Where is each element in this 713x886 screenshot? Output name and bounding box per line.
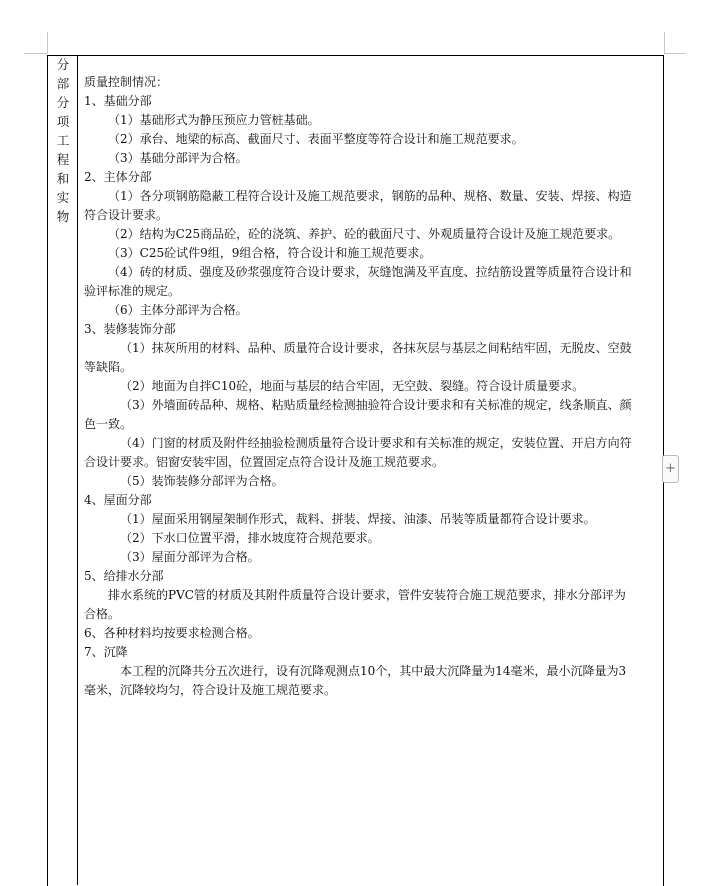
content-line: 4、屋面分部: [84, 493, 152, 507]
content-line: 5、给排水分部: [84, 569, 164, 583]
column-divider: [77, 55, 78, 885]
content-line: 色一致。: [84, 417, 133, 431]
row-label-char: 物: [56, 209, 70, 224]
content-line: 合格。: [84, 607, 121, 621]
content-line: （3）基础分部评为合格。: [108, 151, 248, 165]
content-line: 3、装修装饰分部: [84, 322, 176, 336]
content-line: 排水系统的PVC管的材质及其附件质量符合设计要求，管件安装符合施工规范要求，排水分部评为: [108, 588, 626, 602]
row-label-char: 程: [56, 152, 70, 167]
crop-mark: [47, 32, 48, 54]
row-label-char: 工: [56, 133, 70, 148]
content-line: （2）承台、地梁的标高、截面尺寸、表面平整度等符合设计和施工规范要求。: [108, 132, 524, 146]
content-line: （2）下水口位置平滑，排水坡度符合规范要求。: [120, 531, 380, 545]
content-line: 2、主体分部: [84, 170, 152, 184]
content-line: （5）装饰装修分部评为合格。: [120, 474, 284, 488]
content-line: （3）屋面分部评为合格。: [120, 550, 260, 564]
crop-mark: [664, 32, 665, 54]
content-line: （3）外墙面砖品种、规格、粘贴质量经检测抽验符合设计要求和有关标准的规定，线条顺直、颜: [120, 398, 632, 412]
row-label-char: 分: [56, 57, 70, 72]
row-label-char: 实: [56, 190, 70, 205]
crop-mark: [664, 53, 686, 54]
content-line: 6、各种材料均按要求检测合格。: [84, 626, 260, 640]
content-line: （1）抹灰所用的材料、品种、质量符合设计要求，各抹灰层与基层之间粘结牢固，无脱皮、空鼓: [120, 341, 632, 355]
content-line: 符合设计要求。: [84, 208, 169, 222]
content-line: 毫米，沉降较均匀，符合设计及施工规范要求。: [84, 683, 337, 697]
content-line: 验评标准的规定。: [84, 284, 181, 298]
content-line: （4）砖的材质、强度及砂浆强度符合设计要求，灰缝饱满及平直度、拉结筋设置等质量符合设计和: [108, 265, 632, 279]
row-label: [54, 55, 72, 226]
content-line: （2）结构为C25商品砼，砼的浇筑、养护、砼的截面尺寸、外观质量符合设计及施工规范要求。: [108, 227, 621, 241]
content-line: （1）屋面采用钢屋架制作形式，裁料、拼装、焊接、油漆、吊装等质量都符合设计要求。: [120, 512, 596, 526]
content-line: 合设计要求。铝窗安装牢固，位置固定点符合设计及施工规范要求。: [84, 455, 445, 469]
content-line: （2）地面为自拌C10砼，地面与基层的结合牢固，无空鼓、裂缝。符合设计质量要求。: [120, 379, 585, 393]
row-label-char: 部: [56, 76, 70, 91]
content-line: 本工程的沉降共分五次进行，设有沉降观测点10个，其中最大沉降量为14毫米，最小沉降量为3: [120, 664, 627, 678]
content-line: 7、沉降: [84, 645, 128, 659]
content-line: （3）C25砼试件9组，9组合格，符合设计和施工规范要求。: [108, 246, 432, 260]
row-label-char: 和: [56, 171, 70, 186]
content-line: （6）主体分部评为合格。: [108, 303, 248, 317]
add-icon[interactable]: +: [662, 455, 679, 483]
crop-mark: [24, 53, 48, 54]
content-line: （1）基础形式为静压预应力管桩基础。: [108, 113, 320, 127]
row-label-char: 分: [56, 95, 70, 110]
content-line: 1、基础分部: [84, 94, 152, 108]
content-line: （1）各分项钢筋隐蔽工程符合设计及施工规范要求，钢筋的品种、规格、数量、安装、焊接、构造: [108, 189, 632, 203]
row-label-char: 项: [56, 114, 70, 129]
content-line: （4）门窗的材质及附件经抽验检测质量符合设计要求和有关标准的规定，安装位置、开启方向符: [120, 436, 632, 450]
content-heading: 质量控制情况：: [84, 75, 169, 89]
content-line: 等缺陷。: [84, 360, 133, 374]
quality-control-text[interactable]: [84, 73, 657, 700]
